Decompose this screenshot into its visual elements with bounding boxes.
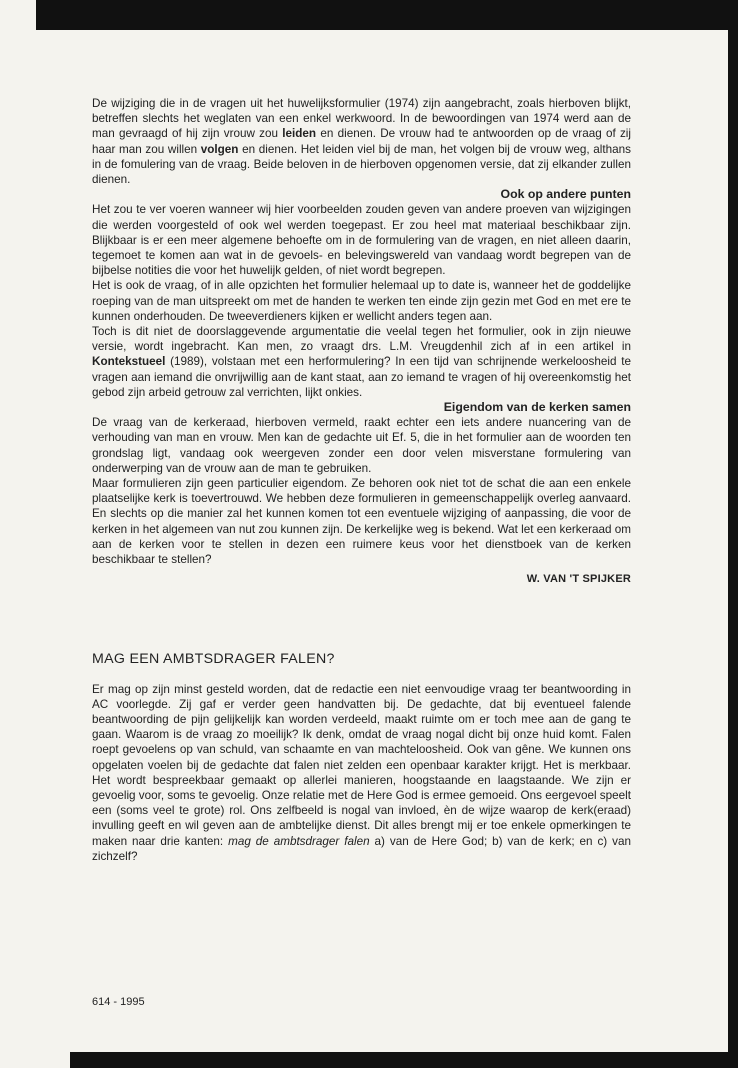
paragraph xyxy=(92,202,631,278)
text-run: De vraag van de kerkeraad, hierboven vermeld, raakt echter een iets andere nuancering van de verhouding van man en vrouw. Men kan de gedachte uit Ef. 5, die in het formulier aan de woorden ten grondslag ligt, vandaag ook weergeven zonder een door velen misverstane formulering van onderwerping van de vrouw aan de man te gebruiken. xyxy=(92,416,631,475)
paragraph xyxy=(92,324,631,400)
section-heading: Eigendom van de kerken samen xyxy=(443,400,631,415)
page-body xyxy=(92,96,631,864)
scan-border-top xyxy=(36,0,738,30)
text-run: De wijziging die in de vragen uit het huwelijksformulier (1974) zijn aangebracht, zoals hierboven blijkt, betreffen slechts het weglaten van een enkel werkwoord. In de bewoordingen van 1974 werd aan de man gevraagd of hij zijn vrouw zou xyxy=(92,97,631,141)
text-run: Maar formulieren zijn geen particulier eigendom. Ze behoren ook niet tot de schat die aan een enkele plaatselijke kerk is toevertrouwd. We hebben deze formulieren in gemeenschappelijk overleg aanvaard. En slechts op die manier zal het kunnen komen tot een eventuele wijziging of aanpassing, die voor de kerken in het algemeen van nut zou kunnen zijn. De kerkelijke weg is bekend. Wat let een kerkeraad om aan de kerken voor te stellen in dezen een ruimere keus voor het dienstboek van de kerken beschikbaar te stellen? xyxy=(92,477,631,567)
section-heading: Ook op andere punten xyxy=(500,187,631,202)
page-number: 614 - 1995 xyxy=(92,996,145,1008)
article-title: MAG EEN AMBTSDRAGER FALEN? xyxy=(92,650,335,667)
text-run: Het is ook de vraag, of in alle opzichten het formulier helemaal up to date is, wanneer het de goddelijke roeping van de man uitspreekt om met de handen te werken ten einde zijn gezin met God en met ere te kunnen onderhouden. De tweeverdieners kijken er wellicht anders tegen aan. xyxy=(92,279,631,323)
author-signature: W. VAN 'T SPIJKER xyxy=(526,573,631,586)
text-run: a) van de Here God; b) van de kerk; en c) van zichzelf? xyxy=(92,834,631,863)
bold-text: leiden xyxy=(282,127,317,141)
paragraph xyxy=(92,278,631,324)
bold-text: volgen xyxy=(200,142,239,156)
text-run: en dienen. De vrouw had te antwoorden op de vraag of zij haar man zou willen xyxy=(92,127,631,156)
bold-text: Kontekstueel xyxy=(92,355,166,369)
paragraph xyxy=(92,476,631,567)
text-run: Toch is dit niet de doorslaggevende argumentatie die veelal tegen het formulier, ook in zijn nieuwe versie, wordt ingebracht. Kan men, zo vraagt drs. L.M. Vreugdenhil zich af in een artikel in xyxy=(92,325,631,354)
paragraph xyxy=(92,682,631,864)
scan-border-right xyxy=(728,0,738,1068)
paragraph xyxy=(92,415,631,476)
italic-text: mag de ambtsdrager falen xyxy=(228,834,370,848)
text-run: Het zou te ver voeren wanneer wij hier voorbeelden zouden geven van andere proeven van wijzigingen die werden voorgesteld of ook wel werden toegepast. Er zou heel mat materiaal beschikbaar zijn. Blijkbaar is er een meer algemene behoefte om in de formulering van de vragen, en niet alleen daarin, tegemoet te komen aan wat in de gevoels- en belevingswereld van vandaag wordt begrepen van de bijbelse notities die voor het huwelijk gelden, of niet wordt begrepen. xyxy=(92,203,631,278)
scan-border-bottom xyxy=(70,1052,738,1068)
text-run: en dienen. Het leiden viel bij de man, het volgen bij de vrouw weg, althans in de fomulering van de vraag. Beide beloven in de hierboven opgenomen versie, dat zij elkander zullen dienen. xyxy=(92,142,631,187)
text-run: (1989), volstaan met een herformulering? In een tijd van schrijnende werkeloosheid te vragen aan iemand die onvrijwillig aan de kant staat, aan zo iemand te vragen of hij overeenkomstig het gebod zijn arbeid getrouw zal verrichten, lijkt onkies. xyxy=(92,355,631,399)
text-run: Er mag op zijn minst gesteld worden, dat de redactie een niet eenvoudige vraag ter beantwoording in AC voorlegde. Zij gaf er verder geen handvatten bij. De gedachte, dat bij eventueel falende beantwoording de pijn gelijkelijk kan worden verdeeld, maakt ruimte om er toch mee aan de gang te gaan. Waarom is de vraag zo moeilijk? Ik denk, omdat de vraag nogal dicht bij onze huid komt. Falen roept gevoelens op van schuld, van schaamte en van machteloosheid. Ook van gêne. We kunnen ons opgelaten voelen bij de gedachte dat falen niet zelden een openbaar karakter krijgt. Het is merkbaar. Het wordt bespreekbaar gemaakt op allerlei manieren, hoogstaande en laagstaande. We zijn er gevoelig voor, soms te gevoelig. Onze relatie met de Here God is ermee gemoeid. Ons eergevoel speelt een (soms veel te grote) rol. Ons zelfbeeld is nogal van invloed, èn de wijze waarop de kerk(eraad) invulling geeft en wil geven aan de ambtelijke dienst. Dit alles brengt mij er toe enkele opmerkingen te maken naar drie kanten: xyxy=(92,682,631,848)
paragraph xyxy=(92,96,631,187)
